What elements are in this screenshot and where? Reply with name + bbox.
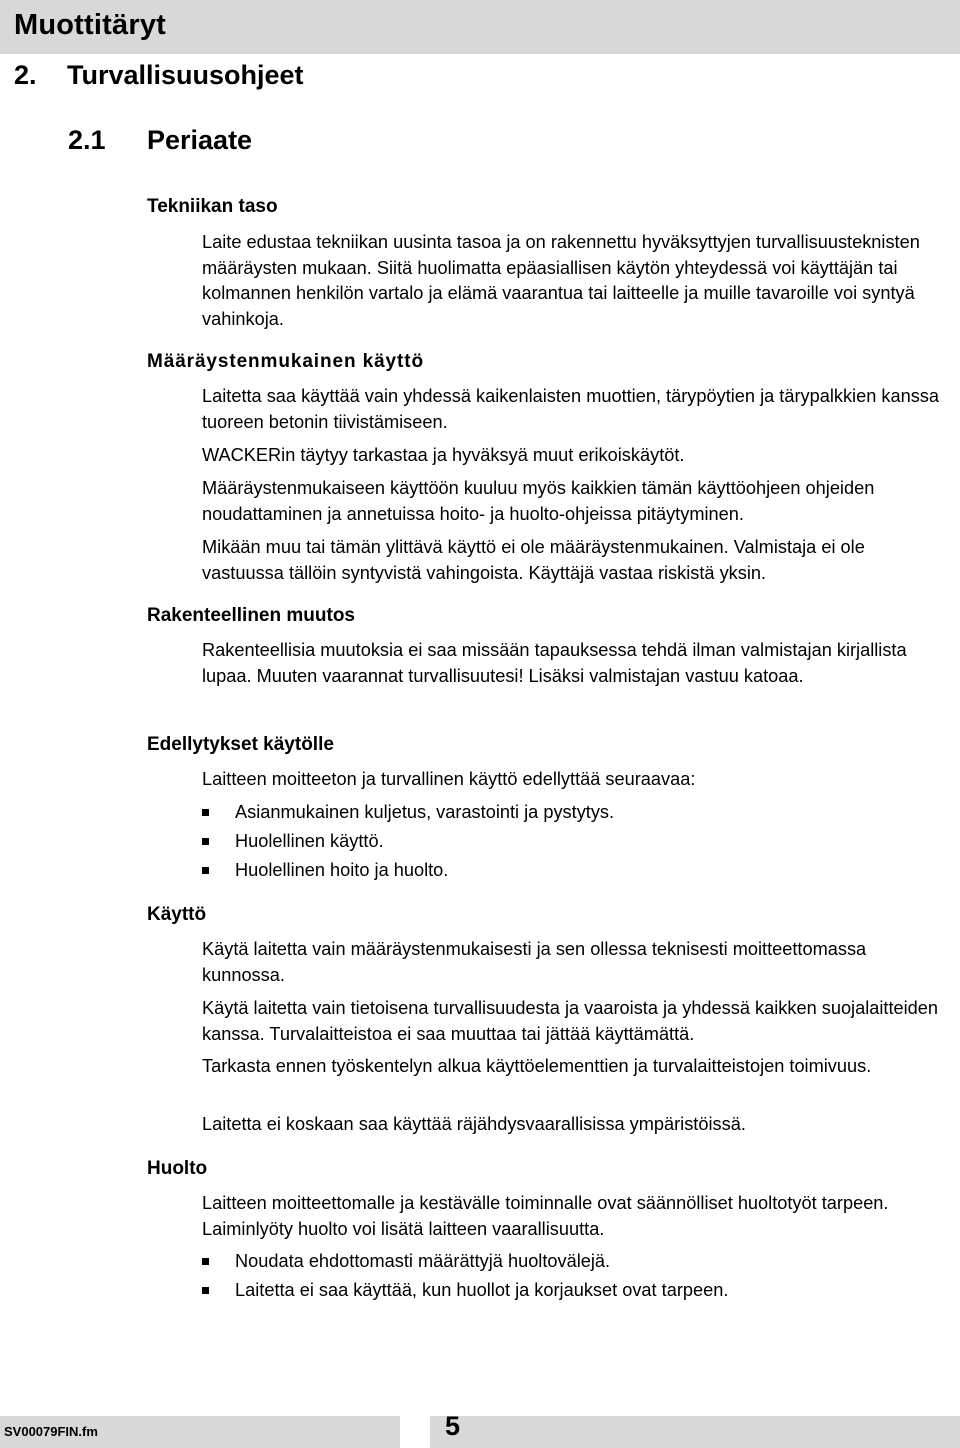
footer-bar-right	[430, 1416, 960, 1448]
paragraph: Rakenteellisia muutoksia ei saa missään tapauksessa tehdä ilman valmistajan kirjallista lupaa. Muuten vaarannat turvallisuutesi! Lisäksi valmistajan vastuu katoaa.	[202, 640, 907, 686]
chapter-heading	[14, 60, 304, 91]
list-item	[202, 829, 942, 858]
bullet-icon	[202, 1258, 209, 1265]
list-item-text: Laitetta ei saa käyttää, kun huollot ja korjaukset ovat tarpeen.	[235, 1280, 729, 1300]
footer-filename: SV00079FIN.fm	[4, 1424, 98, 1439]
list-item	[202, 800, 942, 829]
section-title: Periaate	[147, 125, 253, 155]
paragraph: Laitteen moitteeton ja turvallinen käyttö edellyttää seuraavaa:	[202, 769, 696, 789]
heading-kaytto: Käyttö	[147, 904, 207, 925]
heading-maaraystenmukainen-kaytto: Määräystenmukainen käyttö	[147, 351, 424, 372]
section-heading	[68, 125, 252, 156]
paragraph: Käytä laitetta vain määräystenmukaisesti ja sen ollessa teknisesti moitteettomassa kunnossa.	[202, 939, 867, 985]
bullet-icon	[202, 1287, 209, 1294]
list-item	[202, 1249, 942, 1278]
list-item-text: Huolellinen käyttö.	[235, 831, 384, 851]
list-item-text: Asianmukainen kuljetus, varastointi ja pystytys.	[235, 802, 615, 822]
list-item	[202, 858, 942, 887]
heading-huolto: Huolto	[147, 1158, 208, 1179]
heading-tekniikan-taso: Tekniikan taso	[147, 196, 278, 217]
list-item-text: Noudata ehdottomasti määrättyjä huoltovälejä.	[235, 1251, 611, 1271]
heading-rakenteellinen-muutos: Rakenteellinen muutos	[147, 605, 355, 626]
heading-edellytykset-kaytolle: Edellytykset käytölle	[147, 734, 334, 755]
bullet-icon	[202, 867, 209, 874]
paragraph: Laitetta saa käyttää vain yhdessä kaikenlaisten muottien, tärypöytien ja tärypalkkien kanssa tuoreen betonin tiivistämiseen.	[202, 386, 940, 432]
paragraph: WACKERin täytyy tarkastaa ja hyväksyä muut erikoiskäytöt.	[202, 445, 685, 465]
paragraph: Laitetta ei koskaan saa käyttää räjähdysvaarallisissa ympäristöissä.	[202, 1114, 746, 1134]
page-number: 5	[445, 1411, 461, 1441]
document-title: Muottitäryt	[14, 9, 167, 41]
paragraph: Laite edustaa tekniikan uusinta tasoa ja on rakennettu hyväksyttyjen turvallisuusteknisten määräysten mukaan. Siitä huolimatta epäasiallisen käytön yhteydessä voi käyttäjän tai kolmannen henkilön vartalo ja elämä vaarantua tai laitteelle ja muille tavaroille voi syntyä vahinkoja.	[202, 232, 920, 329]
paragraph: Mikään muu tai tämän ylittävä käyttö ei ole määräystenmukainen. Valmistaja ei ole vastuussa tällöin syntyvistä vahingoista. Käyttäjä vastaa riskistä yksin.	[202, 537, 865, 583]
paragraph: Tarkasta ennen työskentelyn alkua käyttöelementtien ja turvalaitteistojen toimivuus.	[202, 1056, 872, 1076]
bullet-icon	[202, 809, 209, 816]
list-item-text: Huolellinen hoito ja huolto.	[235, 860, 449, 880]
list-item	[202, 1278, 942, 1307]
paragraph: Laitteen moitteettomalle ja kestävälle toiminnalle ovat säännölliset huoltotyöt tarpeen. Laiminlyöty huolto voi lisätä laitteen vaarallisuutta.	[202, 1193, 889, 1239]
bullet-list	[202, 800, 942, 887]
bullet-list	[202, 1249, 942, 1307]
section-number: 2.1	[68, 125, 106, 155]
chapter-title: Turvallisuusohjeet	[67, 60, 304, 90]
bullet-icon	[202, 838, 209, 845]
paragraph: Käytä laitetta vain tietoisena turvallisuudesta ja vaaroista ja yhdessä kaikken suojalaitteiden kanssa. Turvalaitteistoa ei saa muuttaa tai jättää käyttämättä.	[202, 998, 939, 1044]
chapter-number: 2.	[14, 60, 37, 90]
paragraph: Määräystenmukaiseen käyttöön kuuluu myös kaikkien tämän käyttöohjeen ohjeiden noudattaminen ja annetuissa hoito- ja huolto-ohjeissa pitäytyminen.	[202, 478, 875, 524]
